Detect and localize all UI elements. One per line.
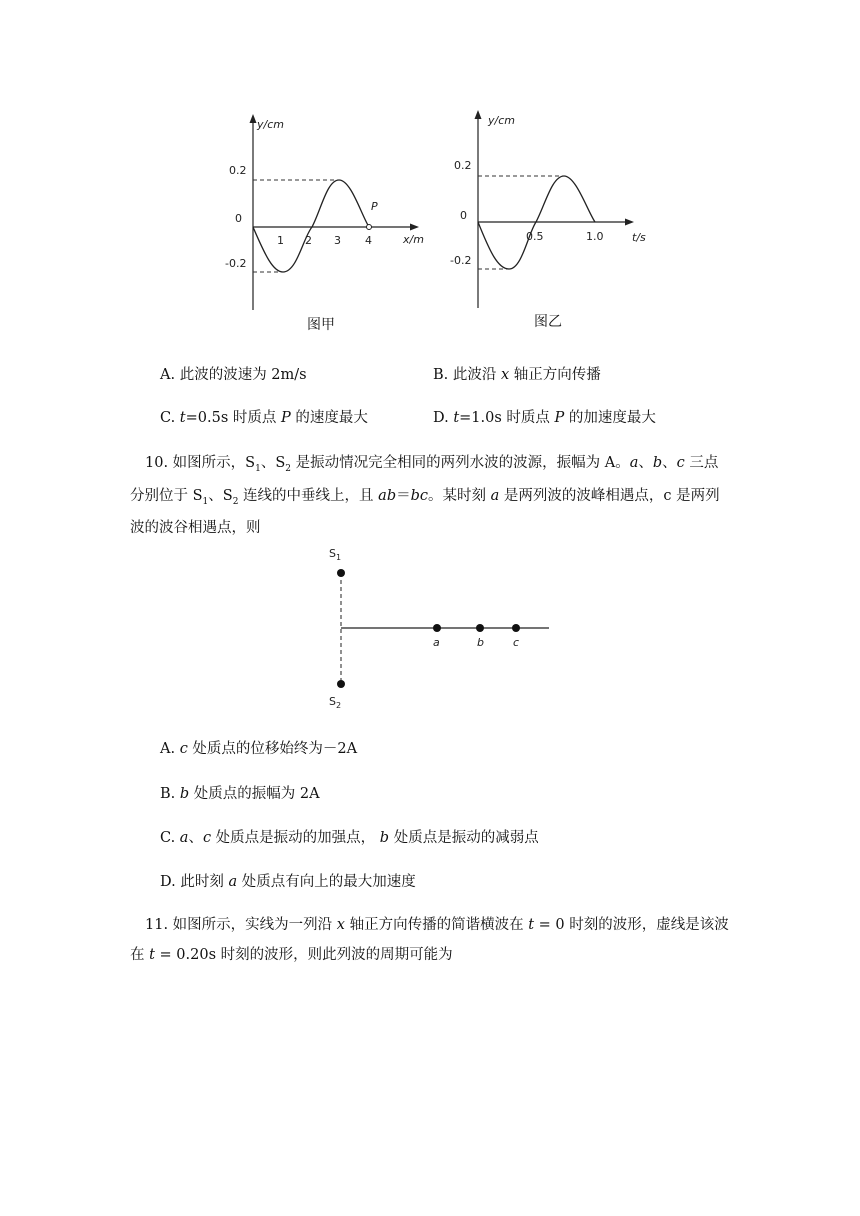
text: 、 xyxy=(638,455,653,471)
y-tick-neg0.2: -0.2 xyxy=(450,254,472,267)
var: t xyxy=(528,917,535,933)
y-tick-0.2: 0.2 xyxy=(229,164,247,177)
s2-sub: 2 xyxy=(335,701,342,710)
text: =1.0s 时质点 xyxy=(459,410,555,426)
q9-option-c xyxy=(160,406,368,427)
q10-line-1 xyxy=(145,451,718,474)
point-b xyxy=(476,624,484,632)
text: 在 xyxy=(130,947,150,963)
text: 处质点是振动的加强点， xyxy=(211,830,380,846)
text: =0.5s 时质点 xyxy=(185,410,281,426)
var: t xyxy=(149,947,155,963)
q9-option-a xyxy=(160,363,307,384)
text: = 0.20s 时刻的波形，则此列波的周期可能为 xyxy=(154,947,453,963)
point-b-label: b xyxy=(477,636,484,649)
source-s2 xyxy=(337,680,345,688)
text: A. xyxy=(160,741,180,757)
sub: 2 xyxy=(232,496,239,507)
y-axis-label: y/cm xyxy=(257,118,284,131)
text: 三点 xyxy=(684,455,719,471)
text: 、S xyxy=(208,488,233,504)
text: 轴正方向传播的简谐横波在 xyxy=(344,917,529,933)
t-tick-1.0: 1.0 xyxy=(586,230,604,243)
x-axis-arrow xyxy=(410,224,419,231)
var: ab xyxy=(378,488,397,504)
s2-label xyxy=(329,695,341,710)
var: x xyxy=(336,917,345,933)
source-s1 xyxy=(337,569,345,577)
point-a xyxy=(433,624,441,632)
y-tick-0.2: 0.2 xyxy=(454,159,472,172)
point-c-label: c xyxy=(513,636,520,649)
text: D. 此时刻 xyxy=(160,874,229,890)
q10-option-b xyxy=(160,782,320,803)
text: 是两列波的波峰相遇点，c 是两列 xyxy=(499,488,720,504)
var: a xyxy=(179,830,189,846)
figure-yi-caption: 图乙 xyxy=(534,314,562,330)
y-tick-0: 0 xyxy=(460,209,467,222)
text: 轴正方向传播 xyxy=(509,367,601,383)
t-tick-0.5: 0.5 xyxy=(526,230,544,243)
y-tick-0: 0 xyxy=(235,212,242,225)
t-axis-arrow xyxy=(625,219,634,226)
y-axis-arrow xyxy=(475,110,482,119)
q11-line-2 xyxy=(130,943,453,964)
var: c xyxy=(676,455,685,471)
x-tick-2: 2 xyxy=(305,234,312,247)
x-tick-3: 3 xyxy=(334,234,341,247)
text: 、S xyxy=(260,455,286,471)
text: 处质点是振动的减弱点 xyxy=(389,830,539,846)
figure-jia-caption: 图甲 xyxy=(307,317,335,333)
var: c xyxy=(179,741,188,757)
x-axis-label: x/m xyxy=(403,233,424,246)
s1-label xyxy=(329,547,341,562)
point-p-label: P xyxy=(371,200,378,213)
q10-option-d xyxy=(160,870,416,891)
text: B. xyxy=(160,786,180,802)
q9-option-d xyxy=(433,406,656,427)
sub: 1 xyxy=(202,496,209,507)
q10-line-2 xyxy=(130,484,720,507)
var: a xyxy=(490,488,500,504)
var: t xyxy=(453,410,460,426)
q10-line-3 xyxy=(130,516,261,537)
text: 处质点的振幅为 2A xyxy=(189,786,320,802)
y-axis-arrow xyxy=(250,114,257,123)
figure-jia-graph xyxy=(215,110,435,340)
var: a xyxy=(228,874,238,890)
var: b xyxy=(652,455,663,471)
var: a xyxy=(629,455,639,471)
text: 处质点的位移始终为－2A xyxy=(187,741,358,757)
q11-line-1 xyxy=(145,913,729,934)
wave-curve xyxy=(253,180,369,272)
y-axis-label: y/cm xyxy=(488,114,515,127)
s1-letter: S xyxy=(329,547,336,560)
figure-jia xyxy=(215,110,435,340)
text: 波的波谷相遇点，则 xyxy=(130,520,261,536)
text: 连线的中垂线上，且 xyxy=(238,488,379,504)
text: C. xyxy=(160,410,180,426)
s1-sub: 1 xyxy=(335,553,342,562)
text: B. 此波沿 xyxy=(433,367,501,383)
figure-yi-graph xyxy=(440,106,660,336)
x-tick-4: 4 xyxy=(365,234,372,247)
q9-option-a-text: A. 此波的波速为 2m/s xyxy=(160,367,307,383)
q9-option-b xyxy=(433,363,601,384)
figure-yi xyxy=(440,106,660,336)
text: 、 xyxy=(662,455,677,471)
t-axis-label: t/s xyxy=(632,231,646,244)
var: b xyxy=(379,830,390,846)
text: 的速度最大 xyxy=(290,410,368,426)
var: b xyxy=(179,786,190,802)
var: bc xyxy=(410,488,429,504)
text: ＝ xyxy=(396,488,411,504)
point-p xyxy=(367,225,372,230)
s2-letter: S xyxy=(329,695,336,708)
text: 的加速度最大 xyxy=(564,410,656,426)
text: D. xyxy=(433,410,454,426)
x-tick-1: 1 xyxy=(277,234,284,247)
point-c xyxy=(512,624,520,632)
q10-option-a xyxy=(160,737,357,758)
text: 10. 如图所示，S xyxy=(145,455,256,471)
var: x xyxy=(500,367,510,383)
q10-option-c xyxy=(160,826,539,847)
var: t xyxy=(179,410,186,426)
q10-figure xyxy=(320,540,560,715)
text: 分别位于 S xyxy=(130,488,203,504)
point-a-label: a xyxy=(433,636,440,649)
text: = 0 时刻的波形，虚线是该波 xyxy=(534,917,729,933)
text: 、 xyxy=(188,830,203,846)
text: C. xyxy=(160,830,180,846)
q10-figure-svg xyxy=(320,540,560,715)
y-tick-neg0.2: -0.2 xyxy=(225,257,247,270)
var: P xyxy=(554,410,565,426)
var: c xyxy=(202,830,212,846)
text: 是振动情况完全相同的两列水波的波源，振幅为 A。 xyxy=(291,455,630,471)
sub: 1 xyxy=(255,463,261,474)
text: 。某时刻 xyxy=(428,488,491,504)
text: 处质点有向上的最大加速度 xyxy=(237,874,416,890)
sub: 2 xyxy=(285,463,292,474)
text: 11. 如图所示，实线为一列沿 xyxy=(145,917,337,933)
var: P xyxy=(281,410,291,426)
